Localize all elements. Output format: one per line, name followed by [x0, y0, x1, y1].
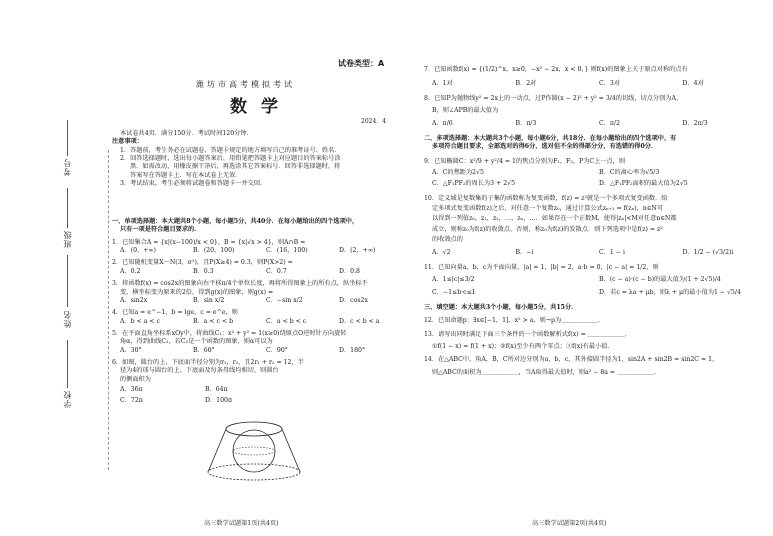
exam-number-label: 考号 — [63, 158, 72, 176]
notice-block — [112, 130, 412, 189]
choice: A．√2 — [432, 249, 451, 257]
choice: C．1 − i — [599, 249, 625, 257]
question-4: 4．已知a = e^−1，b = lge，c = e^e，则 — [112, 309, 238, 317]
choice: C．0.7 — [266, 267, 287, 275]
question-8-cont: B，则∠APB的最大值为 — [432, 107, 499, 115]
choice: A．1≤|c|≤3/2 — [432, 276, 475, 284]
choice: C．△F₁PF₂的周长为3 + 2√5 — [432, 180, 516, 188]
section-one-heading-2: 只有一项是符合题目要求的． — [120, 226, 201, 234]
question-10-choices — [424, 249, 766, 257]
exam-date: 2024．4 — [361, 118, 387, 125]
question-9: 9．已知椭圆C：x²/9 + y²/4 = 1的焦点分别为F₁，F₂，P为C上一点，则 — [424, 157, 626, 165]
choice: D．△F₁PF₂面积的最大值为2√5 — [599, 180, 688, 188]
question-5: 5．在平面直角坐标系xOy中，将曲线C₁：x² + y² = 1(x≥0)绕原点O逆时针方向旋转 — [112, 329, 347, 337]
exam-title: 数学 — [230, 97, 292, 117]
question-10-cont: 定多项式复变函数f(z)之后，对任意一个复数z₀，通过计算公式zₙ₊₁ = f(zₙ)，n∈N可 — [432, 204, 664, 212]
question-2: 2．已知随机变量X～N(3，σ²)，且P(X≥4) = 0.3，则P(X>2) = — [112, 259, 293, 267]
name-label: 姓名 — [63, 310, 72, 328]
section-one — [112, 218, 412, 406]
choice: D．180° — [339, 346, 366, 354]
question-10-cont: 的收敛点的 — [432, 236, 463, 244]
section-two-heading-2: 多项符合题目要求，全部选对的得6分，选对但不全的得部分分，有选错的得0分． — [432, 143, 658, 151]
exam-type: 试卷类型：A — [338, 59, 385, 68]
school-line — [67, 340, 68, 388]
question-10-cont: 以得到一列值z₀，z₁，z₂，…，zₙ，…．如果存在一个正数M，使得|zₙ|<M对任意n∈N都 — [432, 215, 677, 223]
footer-page-one: 高三数学试题第1页(共4页) — [204, 520, 279, 527]
choice: B．60° — [193, 346, 215, 354]
section-three-heading: 三、填空题：本大题共3个小题，每小题5分，共15分． — [424, 303, 578, 311]
question-10-cont: 成立，则称z₀为f(z)的收敛点，否则，称z₀为f(z)的发散点．则下列选项中是f(z) = z² — [432, 225, 663, 233]
question-9-choices — [424, 169, 766, 189]
section-two-heading: 二、多项选择题：本大题共3个小题，每小题6分，共18分．在每小题给出的四个选项中，有 — [424, 134, 677, 142]
notice-item: 1．答题前，考生务必在试题卷、答题卡规定的地方填写自己的准考证号、姓名． — [120, 146, 341, 154]
choice: B．64π — [205, 386, 228, 394]
notice-item: 黑．如需改动，用橡皮擦干净后，再选涂其它答案标号．回答非选择题时，将 — [130, 163, 341, 171]
choice: C．(16，100) — [266, 247, 308, 255]
page-two — [424, 0, 766, 536]
question-10: 10．定义域是复数集的子集的函数称为复变函数，f(z) = z²就是一个多项式复变函数．给 — [424, 194, 668, 202]
question-11: 11．已知向量a，b，c为平面向量，|a| = 1，|b| = 2，a·b = 0，|c − a| = 1/2，则 — [424, 263, 659, 271]
frustum-figure — [205, 420, 303, 482]
question-13: 13．请写出同时满足下面三个条件的一个函数解析式f(x) = ＿＿＿＿＿＿． — [424, 330, 632, 338]
question-5-choices — [112, 347, 412, 355]
choice: A．sin2x — [120, 296, 148, 304]
choice: A．30° — [120, 346, 142, 354]
sphere-equator — [233, 447, 275, 455]
choice: A．1对 — [432, 80, 453, 88]
question-2-choices — [112, 268, 412, 276]
choice: B．sin x/2 — [193, 296, 225, 304]
question-8: 8．已知P为抛物线y² = 2x上的一动点，过P作圆(x − 2)² + y² = 3/4的切线，切点分别为A， — [424, 94, 683, 102]
question-7-choices — [424, 80, 766, 88]
choice: C．72π — [120, 397, 143, 405]
notice-intro: 本试卷共4页．满分150分．考试时间120分钟． — [120, 130, 253, 137]
choice: D．若c = λa + μb，则λ + μ的最小值为1 − √5/4 — [599, 289, 741, 297]
choice: D．cos2x — [339, 296, 368, 304]
question-4-choices — [112, 318, 412, 326]
question-1: 1．已知集合A = {x|(x−100)/x < 0}，B = {x|√x > 4}，则A∩B = — [112, 238, 306, 246]
choice: C．−1≤b·c≤1 — [432, 289, 476, 297]
question-5-cont: 角α，得到曲线C₂，若C₂是一个函数的图象，则α可以为 — [120, 338, 273, 346]
exam-subtitle: 潍坊市高考模拟考试 — [196, 80, 295, 89]
name-line — [67, 255, 68, 307]
question-13-cont: ①f(1 − x) = f(1 + x)；②f(x)至少有两个零点；③f(x)有最小值． — [432, 342, 614, 350]
notice-item: 3．考试结束，考生必须将试题卷和答题卡一并交回． — [120, 180, 267, 188]
choice: C．a < b < c — [266, 317, 307, 325]
notice-item: 答案写在答题卡上．写在本试卷上无效． — [130, 171, 242, 179]
question-14-cont: 则△ABC的面积为＿＿＿＿＿＿，当A取得最大值时，则a² − 8a = ＿＿＿＿＿＿． — [432, 368, 661, 376]
choice: B．−i — [515, 249, 534, 257]
question-3: 3．将函数f(x) = cos2x的图象向右平移π/4个单位长度，再将所得图象上的所有点，纵坐标不 — [112, 280, 368, 288]
notice-heading: 注意事项： — [112, 138, 143, 146]
choice: B．C的离心率为√5/3 — [599, 168, 660, 176]
class-line — [67, 188, 68, 228]
choice: D．(2，+∞) — [339, 247, 376, 255]
choice: A．36π — [120, 386, 143, 394]
question-6-choices — [112, 386, 290, 406]
slant-left — [208, 429, 226, 472]
question-3-cont: 变，横坐标变为原来的2倍，得到g(x)的图象，则g(x) = — [120, 288, 274, 296]
question-3-choices — [112, 297, 412, 305]
footer-page-two: 高三数学试题第2页(共4页) — [532, 520, 607, 527]
choice: B．π/3 — [515, 120, 537, 128]
choice: B．(c − a)·(c − b)的最大值为(1 + 2√5)/4 — [599, 276, 721, 284]
question-12: 12．已知命题p：∃x∈[−1，1]，x² > a，则¬p为＿＿＿＿＿＿． — [424, 317, 605, 325]
exam-number-line — [67, 120, 68, 156]
choice: B．a < c < b — [193, 317, 234, 325]
question-14: 14．在△ABC中，角A，B，C所对边分别为a，b，c，其外接圆半径为1，sin2A + sin2B = sin2C = 1， — [424, 356, 719, 364]
choice: B．2对 — [515, 80, 537, 88]
choice: D．0.8 — [339, 267, 360, 275]
choice: D．100π — [205, 397, 233, 405]
choice: A．(0，+∞) — [120, 247, 156, 255]
section-one-heading: 一、单项选择题：本大题共8个小题，每小题5分，共40分．在每小题给出的四个选项中， — [112, 218, 359, 225]
question-11-choices — [424, 276, 766, 298]
question-6: 6．如图，圆台的上、下底面半径分别为r₁，r₂，且2r₁ + r₂ = 12，半 — [112, 359, 304, 367]
binding-margin — [4, 140, 94, 470]
choice: B．0.3 — [193, 267, 214, 275]
school-label: 学校 — [63, 390, 72, 408]
question-6-cont: 径为4的球与圆台的上、下底面及每条母线均相切，则圆台 — [120, 367, 279, 375]
choice: A．π/6 — [432, 120, 453, 128]
cut-line — [108, 150, 109, 470]
class-label: 班级 — [63, 230, 72, 248]
question-7: 7．已知函数f(x) = {(1/2)^x，x≥0，−x² − 2x，x < 0，} 则f(x)的图象上关于原点对称的点有 — [424, 66, 688, 73]
question-6-cont: 的侧面积为 — [120, 375, 151, 383]
choice: C．3对 — [599, 80, 621, 88]
choice: C．π/2 — [599, 120, 621, 128]
choice: A．C的焦距为2√5 — [432, 168, 484, 176]
question-1-choices — [112, 247, 412, 255]
question-8-choices — [424, 120, 766, 128]
choice: C．90° — [266, 346, 288, 354]
choice: A．b < a < c — [120, 317, 161, 325]
notice-item: 2．回答选择题时，选出每小题答案后，用铅笔把答题卡上对应题目的答案标号涂 — [120, 155, 341, 163]
choice: D．1/2 − (√3/2)i — [682, 249, 734, 257]
slant-right — [282, 429, 300, 472]
choice: C．−sin x/2 — [266, 296, 303, 304]
questions-right — [424, 66, 766, 377]
choice: B．(20，100) — [193, 247, 235, 255]
choice: A．0.2 — [120, 267, 141, 275]
top-base — [226, 422, 282, 436]
choice: D．c < b < a — [339, 317, 380, 325]
choice: D．2π/3 — [682, 120, 708, 128]
choice: D．4对 — [682, 80, 704, 88]
